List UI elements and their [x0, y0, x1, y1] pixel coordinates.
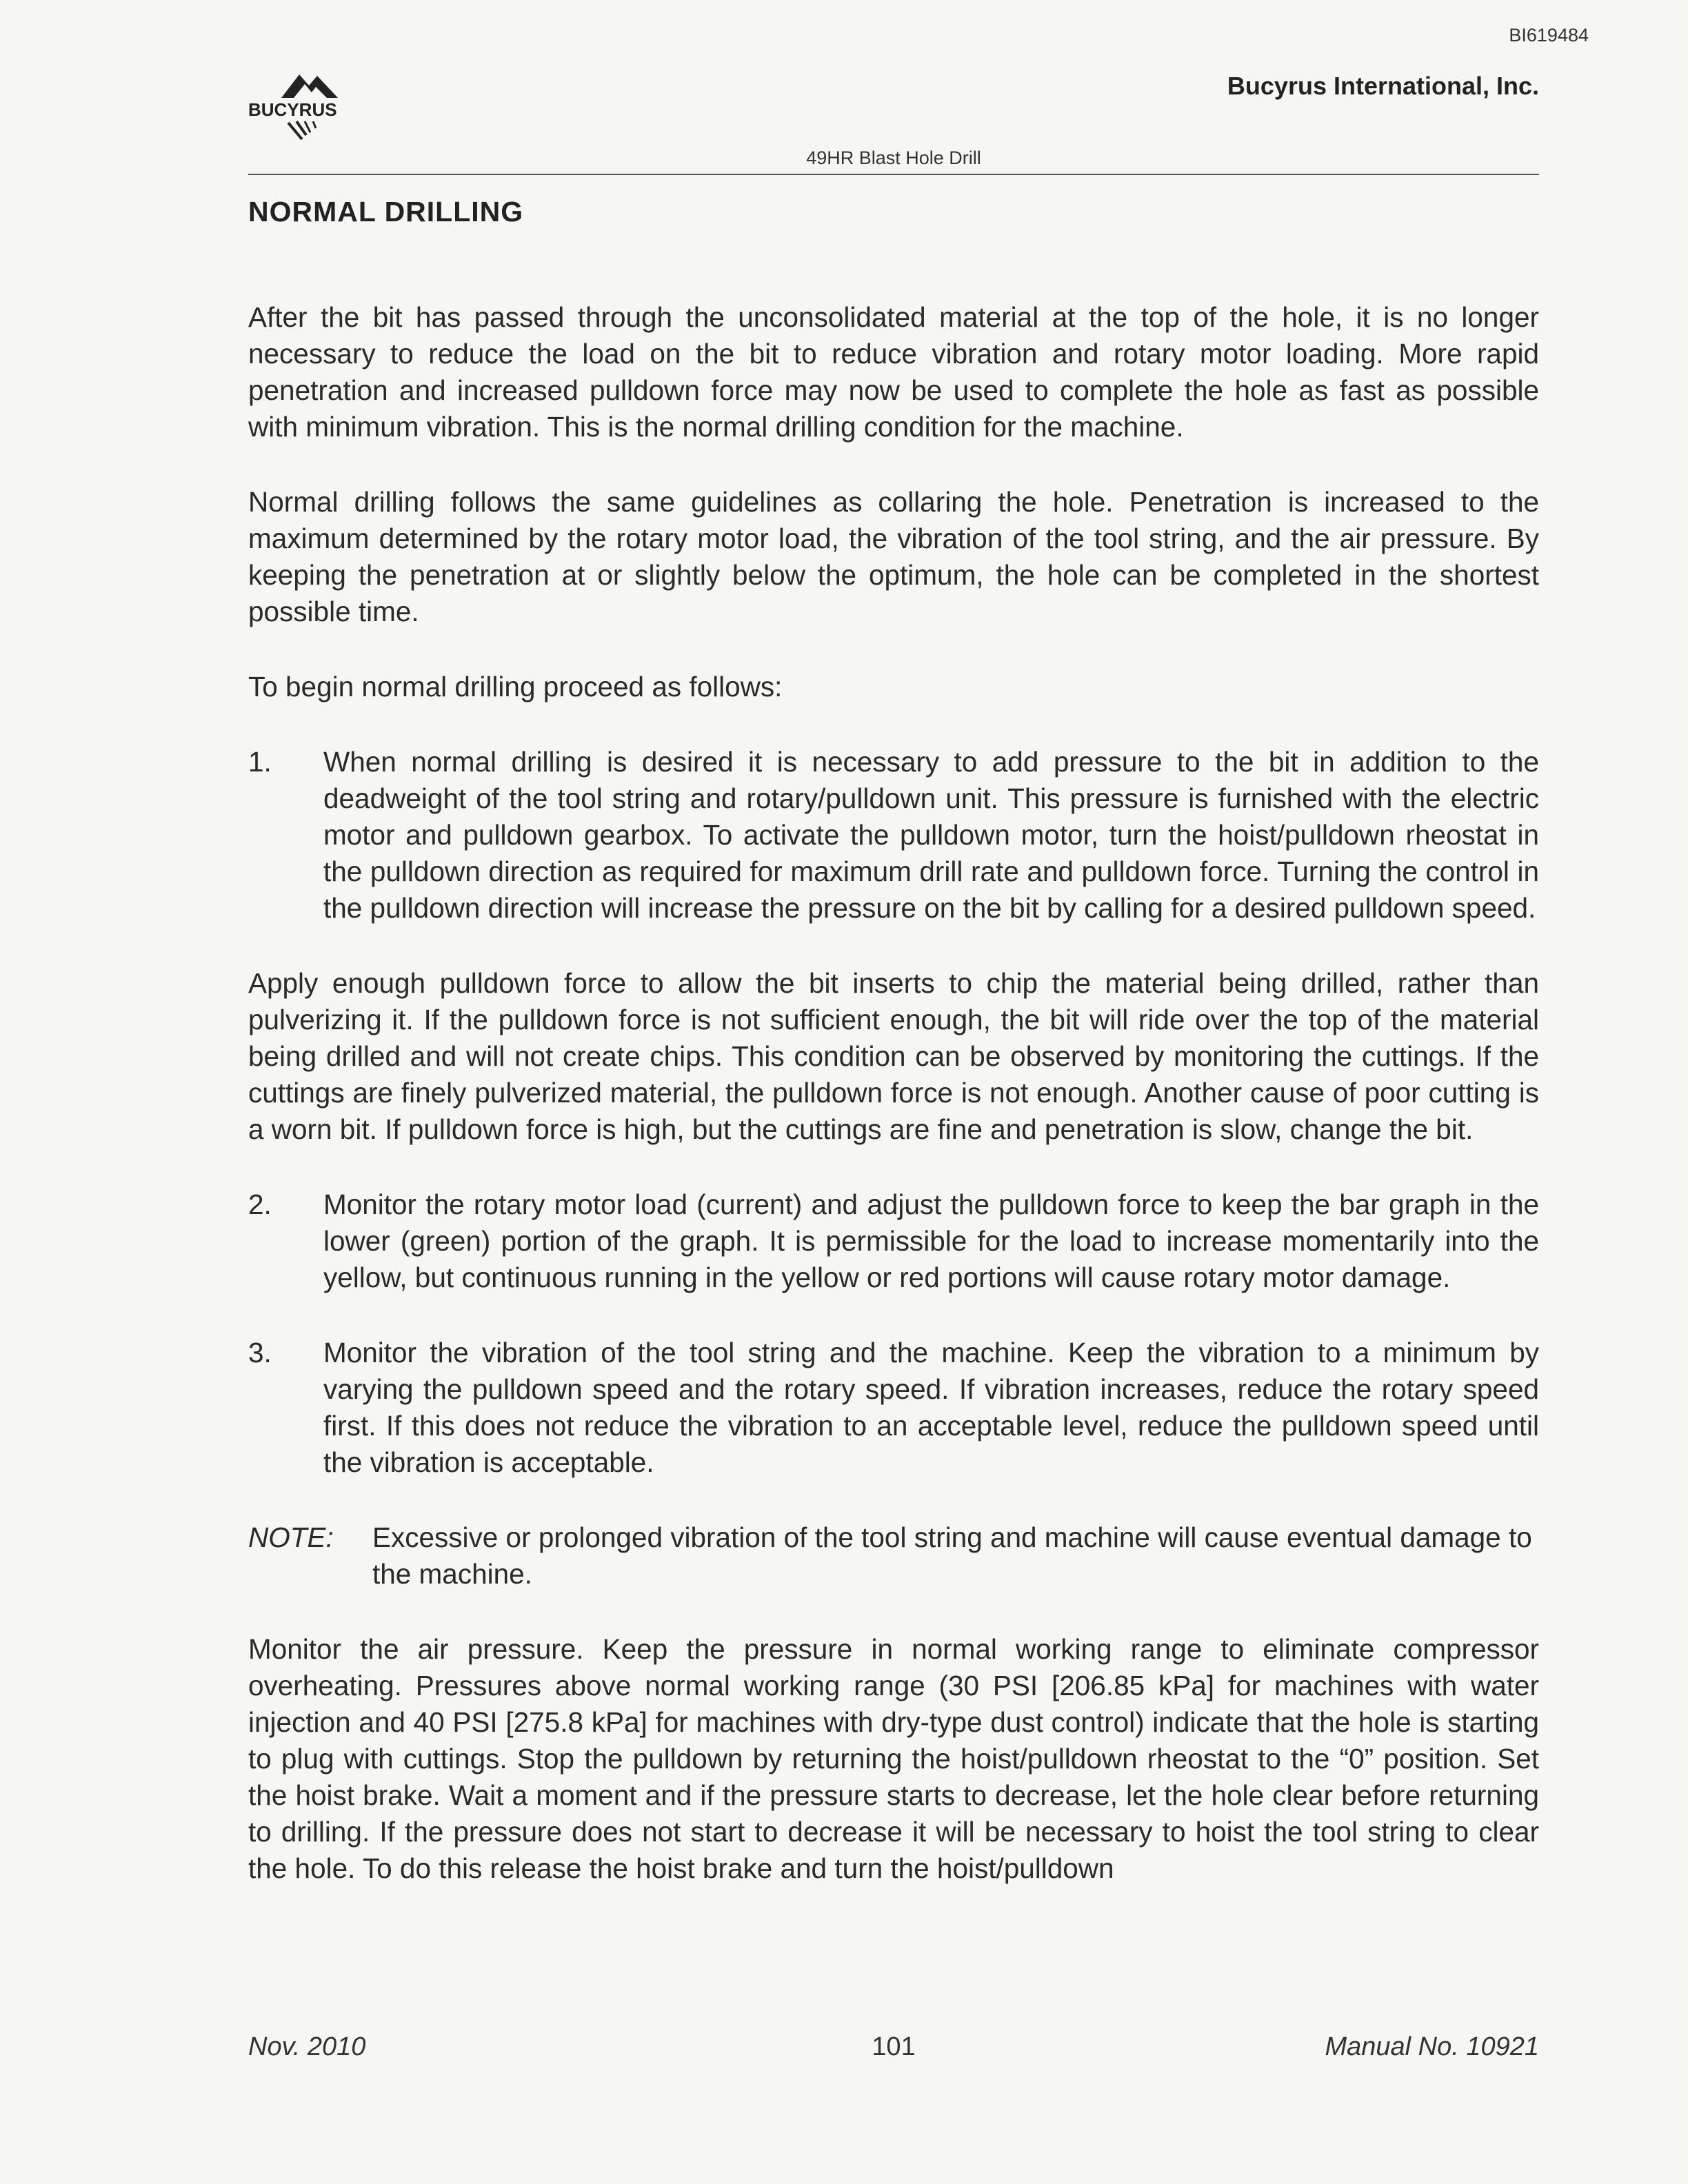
- logo-text: BUCYRUS: [248, 99, 337, 120]
- list-item-number: 3.: [248, 1337, 272, 1368]
- page-content: [248, 193, 1539, 1887]
- paragraph-1: After the bit has passed through the unconsolidated material at the top of the hole, it is no longer necessary to reduce the load on the bit to reduce vibration and rotary motor loading. More rapid penetration and increased pulldown force may now be used to complete the hole as fast as possible with minimum vibration. This is the normal drilling condition for the machine.: [248, 301, 1539, 443]
- page-number: 101: [872, 2032, 916, 2061]
- note-text: Excessive or prolonged vibration of the tool string and machine will cause eventual damage to the machine.: [372, 1521, 1532, 1590]
- list-item-text: Monitor the vibration of the tool string and the machine. Keep the vibration to a minimum by varying the pulldown speed and the rotary speed. If vibration increases, reduce the rotary speed first. If this does not reduce the vibration to an acceptable level, reduce the pulldown speed until the vibration is acceptable.: [323, 1337, 1539, 1478]
- company-name: Bucyrus International, Inc.: [1227, 72, 1539, 100]
- company-logo: [245, 68, 376, 154]
- section-heading: NORMAL DRILLING: [248, 196, 524, 228]
- list-item: [248, 744, 1539, 927]
- list-item-number: 1.: [248, 746, 272, 778]
- document-subtitle: 49HR Blast Hole Drill: [806, 148, 981, 168]
- paragraph-3: To begin normal drilling proceed as follows:: [248, 671, 783, 702]
- note-label: NOTE:: [248, 1521, 334, 1553]
- paragraph-2: Normal drilling follows the same guidelines as collaring the hole. Penetration is increased to the maximum determined by the rotary motor load, the vibration of the tool string, and the air pressure. By keeping the penetration at or slightly below the optimum, the hole can be completed in the shortest possible time.: [248, 486, 1539, 627]
- manual-number: Manual No. 10921: [1325, 2032, 1539, 2061]
- paragraph-5: Monitor the air pressure. Keep the pressure in normal working range to eliminate compressor overheating. Pressures above normal working range (30 PSI [206.85 kPa] for machines with water injection and 40 PSI [275.8 kPa] for machines with dry-type dust control) indicate that the hole is starting to plug with cuttings. Stop the pulldown by returning the hoist/pulldown rheostat to the “0” position. Set the hoist brake. Wait a moment and if the pressure starts to decrease, let the hole clear before returning to drilling. If the pressure does not start to decrease it will be necessary to hoist the tool string to clear the hole. To do this release the hoist brake and turn the hoist/pulldown: [248, 1633, 1539, 1884]
- document-id: BI619484: [1509, 25, 1589, 46]
- list-item-text: When normal drilling is desired it is necessary to add pressure to the bit in addition to the deadweight of the tool string and rotary/pulldown unit. This pressure is furnished with the electric motor and pulldown gearbox. To activate the pulldown motor, turn the hoist/pulldown rheostat in the pulldown direction as required for maximum drill rate and pulldown force. Turning the control in the pulldown direction will increase the pressure on the bit by calling for a desired pulldown speed.: [323, 746, 1539, 924]
- list-item: [248, 1186, 1539, 1296]
- list-item: [248, 1335, 1539, 1481]
- paragraph-4: Apply enough pulldown force to allow the bit inserts to chip the material being drilled, rather than pulverizing it. If the pulldown force is not sufficient enough, the bit will ride over the top of the material being drilled and will not create chips. This condition can be observed by monitoring the cuttings. If the cuttings are finely pulverized material, the pulldown force is not enough. Another cause of poor cutting is a worn bit. If pulldown force is high, but the cuttings are fine and penetration is slow, change the bit.: [248, 967, 1539, 1145]
- header-divider: [248, 174, 1539, 175]
- list-item-number: 2.: [248, 1189, 272, 1220]
- note-block: [248, 1519, 1539, 1593]
- list-item-text: Monitor the rotary motor load (current) and adjust the pulldown force to keep the bar graph in the lower (green) portion of the graph. It is permissible for the load to increase momentarily into the yellow, but continuous running in the yellow or red portions will cause rotary motor damage.: [323, 1189, 1539, 1293]
- page-footer: [248, 2032, 1539, 2070]
- footer-date: Nov. 2010: [248, 2032, 366, 2061]
